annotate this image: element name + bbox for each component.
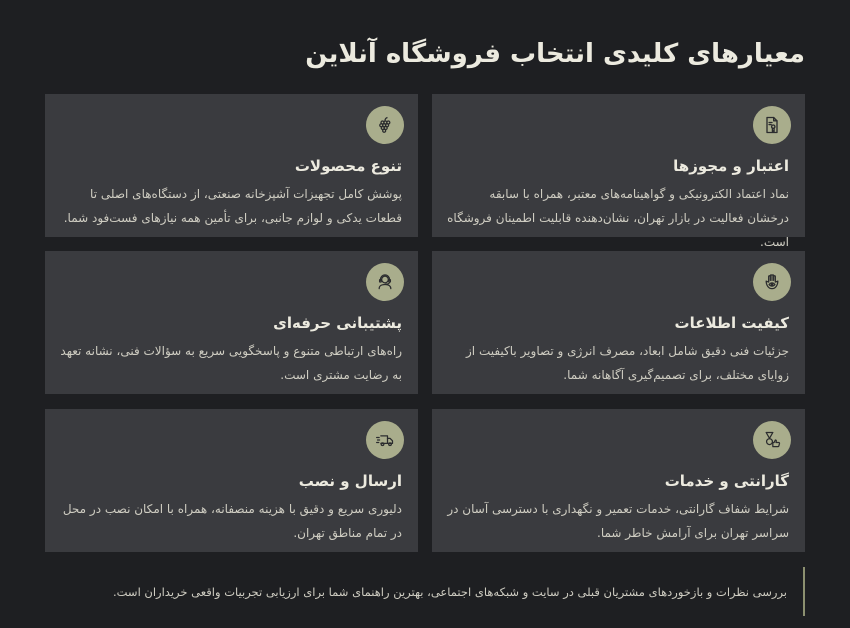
card-description: جزئیات فنی دقیق شامل ابعاد، مصرف انرژی و تصاویر باکیفیت از زوایای مختلف، برای تصمیم‌گیری آگاهانه شما. bbox=[466, 344, 789, 382]
card-information-quality bbox=[432, 251, 805, 394]
card-description: پوشش کامل تجهیزات آشپزخانه صنعتی، از دستگاه‌های اصلی تا قطعات یدکی و لوازم جانبی، برای تأمین همه نیازهای فست‌فود شما. bbox=[63, 187, 402, 225]
card-title: گارانتی و خدمات bbox=[664, 472, 789, 490]
footer-note bbox=[100, 567, 805, 616]
card-description: راه‌های ارتباطی متنوع و پاسخگویی سریع به سؤالات فنی، نشانه تعهد به رضایت مشتری است. bbox=[60, 344, 402, 382]
card-warranty-services bbox=[432, 409, 805, 552]
page-title: معیارهای کلیدی انتخاب فروشگاه آنلاین bbox=[305, 39, 805, 69]
grapes-icon bbox=[366, 106, 404, 144]
fast-delivery-truck-icon bbox=[366, 421, 404, 459]
card-description: نماد اعتماد الکترونیکی و گواهینامه‌های معتبر، همراه با سابقه درخشان فعالیت در بازار تهران، نشان‌دهنده قابلیت اطمینان فروشگاه است. bbox=[447, 187, 789, 249]
card-credibility bbox=[432, 94, 805, 249]
certificate-icon bbox=[753, 106, 791, 144]
footer-text: بررسی نظرات و بازخوردهای مشتریان قبلی در سایت و شبکه‌های اجتماعی، بهترین راهنمای شما برای ارزیابی تجربیات واقعی خریداران است. bbox=[112, 584, 787, 599]
card-title: تنوع محصولات bbox=[294, 157, 402, 175]
card-description: دلیوری سریع و دقیق با هزینه منصفانه، همراه با امکان نصب در محل در تمام مناطق تهران. bbox=[62, 502, 402, 540]
card-title: اعتبار و مجوزها bbox=[673, 157, 789, 175]
card-delivery-installation bbox=[45, 409, 418, 552]
card-product-variety bbox=[45, 94, 418, 237]
hamsa-eye-icon bbox=[753, 263, 791, 301]
card-description: شرایط شفاف گارانتی، خدمات تعمیر و نگهداری با دسترسی آسان در سراسر تهران برای آرامش خاطر شما. bbox=[447, 502, 789, 540]
medal-thumbs-up-icon bbox=[753, 421, 791, 459]
card-title: کیفیت اطلاعات bbox=[674, 314, 789, 332]
headset-support-icon bbox=[366, 263, 404, 301]
card-title: پشتیبانی حرفه‌ای bbox=[273, 314, 402, 332]
card-professional-support bbox=[45, 251, 418, 394]
card-title: ارسال و نصب bbox=[298, 472, 402, 490]
